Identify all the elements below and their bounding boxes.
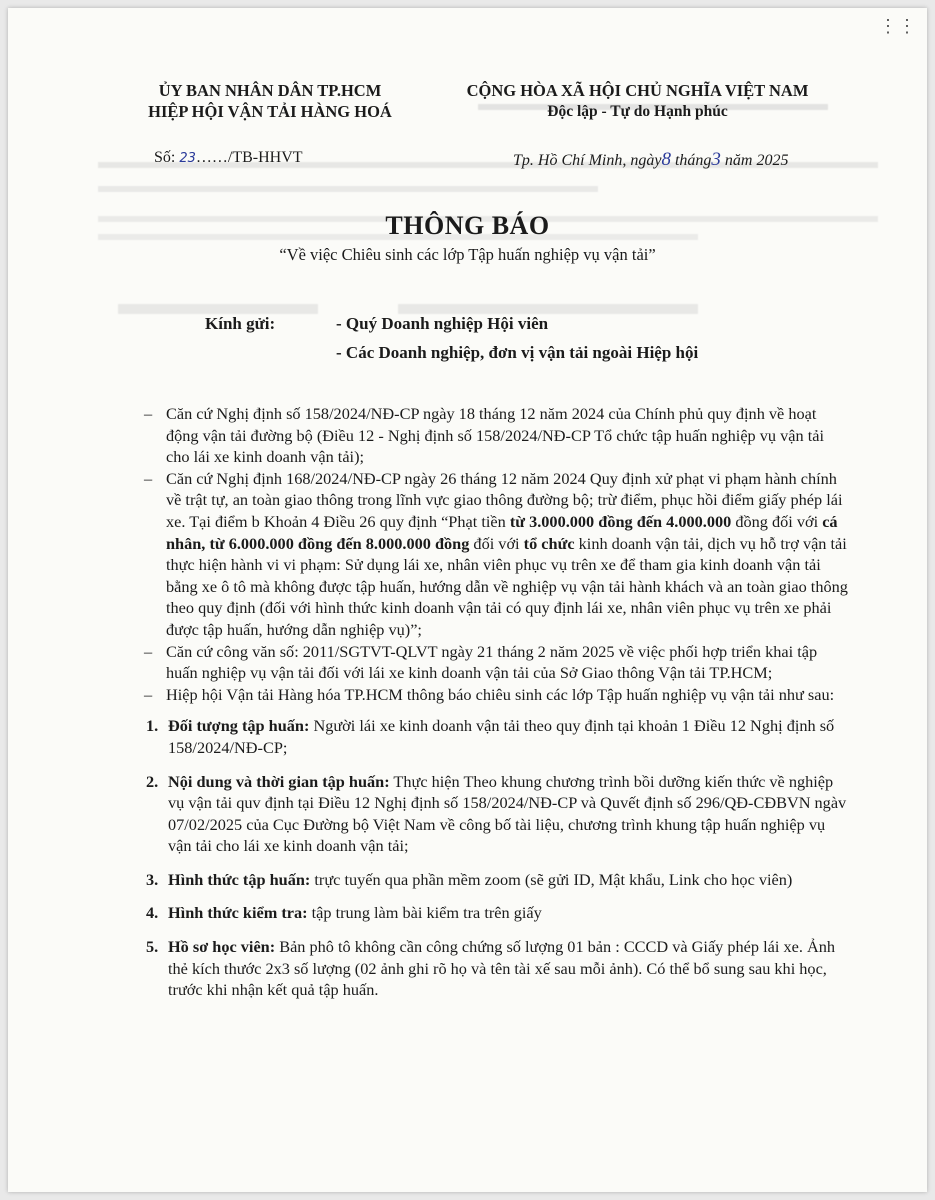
handwritten-month: 3 (711, 149, 721, 170)
country-name: CỘNG HÒA XÃ HỘI CHỦ NGHĨA VIỆT NAM (466, 81, 809, 100)
handwritten-number: 23 (179, 151, 196, 166)
item-label: Hình thức kiểm tra: (168, 903, 308, 923)
list-item (146, 715, 851, 758)
organization-term: tổ chức (523, 533, 575, 553)
item-text: trực tuyến qua phần mềm zoom (sẽ gửi ID, Mật khẩu, Link cho học viên) (310, 869, 793, 889)
number-label: Số: (154, 149, 176, 166)
item-number: 5. (146, 937, 159, 957)
legal-basis-text: Căn cứ Nghị định 168/2024/NĐ-CP ngày 26 tháng 12 năm 2024 Quy định xử phạt vi phạm hành chính về trật tự, an toàn giao thông trong lĩnh vực giao thông đường bộ; trừ điểm, phục hồi điểm giấy phép lái xe. Tại điểm b Khoản 4 Điều 26 quy định “Phạt tiền (166, 468, 843, 531)
handwritten-day: 8 (661, 149, 671, 170)
issuing-organization (120, 80, 420, 122)
intro-text: Hiệp hội Vận tải Hàng hóa TP.HCM thông báo chiêu sinh các lớp Tập huấn nghiệp vụ vận tải như sau: (166, 684, 835, 704)
recipient-2: - Các Doanh nghiệp, đơn vị vận tải ngoài Hiệp hội (336, 343, 699, 362)
menu-dots-icon[interactable]: ⋮⋮ (879, 16, 917, 36)
item-label: Hồ sơ học viên: (168, 937, 276, 957)
list-item (146, 771, 851, 857)
numbered-list (146, 715, 851, 1001)
recipient-1: - Quý Doanh nghiệp Hội viên (336, 314, 549, 333)
number-suffix: ……/TB-HHVT (195, 149, 303, 166)
document-date (513, 149, 788, 171)
list-item (146, 936, 851, 1001)
org-line-1: ỦY BAN NHÂN DÂN TP.HCM (158, 81, 382, 100)
document-number (154, 149, 303, 167)
legal-basis-text: đồng đối với (731, 511, 823, 531)
item-text: Thực hiện Theo khung chương trình bồi dưỡng kiến thức về nghiệp vụ vận tải quv định tại Điều 12 Nghị định số 158/2024/NĐ-CP và Quvết định số 296/QĐ-CĐBVN ngàv 07/02/2025 của Cục Đường bộ Việt Nam về công bố tài liệu, chương trình khung tập huấn nghiệp vụ vận tải cho lái xe kinh doanh vận tải; (168, 771, 847, 856)
list-item (146, 902, 851, 924)
item-label: Nội dung và thời gian tập huấn: (168, 771, 390, 791)
item-number: 1. (146, 716, 159, 736)
dash-bullet: – (144, 684, 153, 704)
national-motto (440, 80, 835, 122)
item-number: 3. (146, 869, 159, 889)
legal-basis-text: đối với (469, 533, 524, 553)
item-text: tập trung làm bài kiểm tra trên giấy (307, 903, 542, 923)
item-number: 4. (146, 903, 159, 923)
list-item (146, 869, 851, 891)
fine-range-individual: từ 3.000.000 đồng đến 4.000.000 (509, 511, 732, 531)
document-subtitle: “Về việc Chiêu sinh các lớp Tập huấn nghiệp vụ vận tải” (279, 245, 656, 264)
legal-basis-3 (146, 641, 851, 684)
legal-basis-2 (146, 468, 851, 641)
item-text: Người lái xe kinh doanh vận tải theo quy định tại khoản 1 Điều 12 Nghị định số 158/2024/NĐ-CP; (168, 716, 835, 757)
document-body (146, 403, 851, 1013)
dash-bullet: – (144, 404, 153, 423)
document-page (8, 8, 927, 1192)
item-number: 2. (146, 771, 159, 791)
legal-basis-1 (146, 403, 851, 468)
legal-basis-text: kinh doanh vận tải, dịch vụ hỗ trợ vận tải thực hiện hành vi vi phạm: Sử dụng lái xe, nhân viên phục vụ trên xe để tham gia kinh doanh vận tải bằng xe ô tô mà không được tập huấn, hướng dẫn về nghiệp vụ vận tải hành khách và an toàn giao thông theo quy định (đối với hình thức kinh doanh vận tải có quy định lái xe, nhân viên phục vụ trên xe phải được tập huấn, hướng dẫn nghiệp vụ)”; (166, 533, 848, 639)
item-text: Bản phô tô không cần công chứng số lượng 01 bản : CCCD và Giấy phép lái xe. Ảnh thẻ kích thước 2x3 số lượng (02 ảnh ghi rõ họ và tên tài xế sau mỗi ảnh). Có thể bổ sung sau khi học, trước khi nhận kết quả tập huấn. (168, 937, 835, 1000)
motto: Độc lập - Tự do Hạnh phúc (547, 103, 728, 120)
fine-range-organization: cá nhân, từ 6.000.000 đồng đến 8.000.000 đồng (166, 511, 838, 553)
item-label: Đối tượng tập huấn: (168, 716, 310, 736)
item-label: Hình thức tập huấn: (168, 869, 311, 889)
month-label: tháng (674, 152, 712, 169)
document-title: THÔNG BÁO (385, 211, 550, 240)
dash-bullet: – (144, 641, 153, 661)
announcement-intro (146, 684, 851, 706)
legal-basis-text: Căn cứ công văn số: 2011/SGTVT-QLVT ngày 21 tháng 2 năm 2025 về việc phối hợp triển khai tập huấn nghiệp vụ vận tải đối với lái xe kinh doanh vận tải của Sở Giao thông Vận tải TP.HCM; (166, 641, 818, 683)
org-line-2: HIỆP HỘI VẬN TẢI HÀNG HOÁ (148, 102, 392, 121)
dash-bullet: – (144, 468, 153, 488)
recipients-label: Kính gửi: (205, 314, 276, 333)
legal-basis-text: Căn cứ Nghị định số 158/2024/NĐ-CP ngày 18 tháng 12 năm 2024 của Chính phủ quy định về hoạt động vận tải đường bộ (Điều 12 - Nghị định số 158/2024/NĐ-CP Tổ chức tập huấn nghiệp vụ vận tải cho lái xe kinh doanh vận tải); (166, 404, 824, 467)
year-text: năm 2025 (724, 152, 789, 169)
date-prefix: Tp. Hồ Chí Minh, ngày (513, 152, 662, 169)
